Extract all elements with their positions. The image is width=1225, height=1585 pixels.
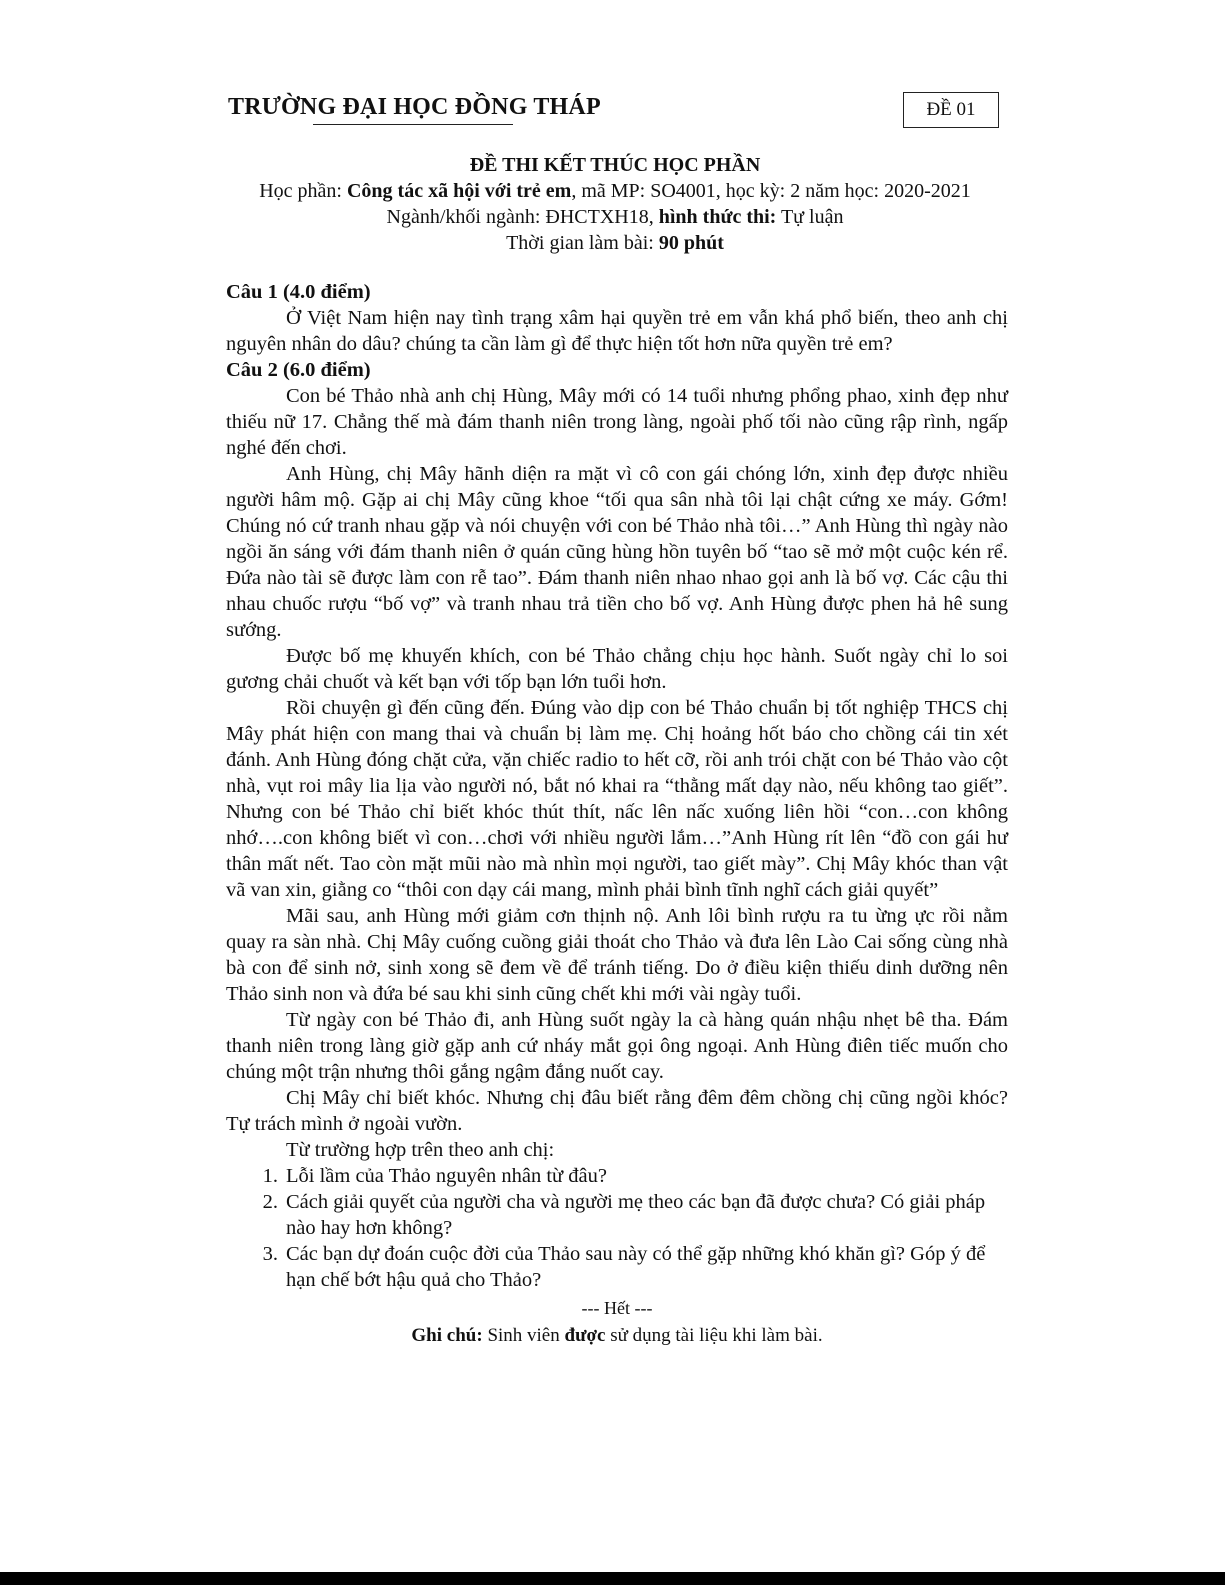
case-paragraph: Mãi sau, anh Hùng mới giảm cơn thịnh nộ. Anh lôi bình rượu ra tu ừng ực rồi nằm quay ra sàn nhà. Chị Mây cuống cuồng giải thoát cho Thảo và đưa lên Lào Cai sống cùng nhà bà con để sinh nở, sinh xong sẽ đem về để tránh tiếng. Do ở điều kiện thiếu dinh dưỡng nên Thảo sinh non và đứa bé sau khi sinh cũng chết khi mới vài ngày tuổi. xyxy=(226,905,1008,1005)
exam-form-value: Tự luận xyxy=(776,206,844,228)
end-marker: --- Hết --- xyxy=(581,1298,653,1318)
exam-title: ĐỀ THI KẾT THÚC HỌC PHẦN xyxy=(469,154,761,176)
exam-form-label: hình thức thi: xyxy=(658,206,777,228)
course-suffix: , mã MP: SO4001, học kỳ: 2 năm học: 2020-2021 xyxy=(571,180,971,202)
note-bold: được xyxy=(564,1325,606,1346)
scan-bottom-edge xyxy=(0,1572,1225,1585)
case-paragraph: Anh Hùng, chị Mây hãnh diện ra mặt vì cô con gái chóng lớn, xinh đẹp được nhiều người hâm mộ. Gặp ai chị Mây cũng khoe “tối qua sân nhà tôi lại chật cứng xe máy. Gớm! Chúng nó cứ tranh nhau gặp và nói chuyện với con bé Thảo nhà tôi…” Anh Hùng thì ngày nào ngồi ăn sáng với đám thanh niên ở quán cũng hùng hồn tuyên bố “tao sẽ mở một cuộc kén rể. Đứa nào tài sẽ được làm con rễ tao”. Đám thanh niên nhao nhao gọi anh là bố vợ. Các cậu thi nhau chuốc rượu “bố vợ” và tranh nhau trả tiền cho bố vợ. Anh Hùng được phen hả hê sung sướng. xyxy=(226,463,1008,641)
case-paragraph: Chị Mây chỉ biết khóc. Nhưng chị đâu biết rằng đêm đêm chồng chị cũng ngồi khóc? Tự trách mình ở ngoài vườn. xyxy=(226,1087,1008,1135)
course-prefix: Học phần: xyxy=(259,180,347,202)
school-underline xyxy=(313,124,513,125)
task-item xyxy=(226,1163,1008,1189)
task-text: Lỗi lầm của Thảo nguyên nhân từ đâu? xyxy=(286,1165,607,1187)
question-1-title: Câu 1 (4.0 điểm) xyxy=(226,281,371,303)
task-number: 3. xyxy=(262,1243,278,1265)
school-name: TRƯỜNG ĐẠI HỌC ĐỒNG THÁP xyxy=(228,94,601,120)
case-paragraph: Từ ngày con bé Thảo đi, anh Hùng suốt ngày la cà hàng quán nhậu nhẹt bê tha. Đám thanh niên trong làng giờ gặp anh cứ nháy mắt gọi ông ngoại. Anh Hùng điên tiếc muốn cho chúng một trận nhưng thôi gắng ngậm đắng nuốt cay. xyxy=(226,1009,1008,1083)
note-label: Ghi chú: xyxy=(411,1325,483,1346)
case-paragraph: Rồi chuyện gì đến cũng đến. Đúng vào dịp con bé Thảo chuẩn bị tốt nghiệp THCS chị Mây phát hiện con mang thai và chuẩn bị làm mẹ. Chị hoảng hốt báo cho chồng cái tin xét đánh. Anh Hùng đóng chặt cửa, vặn chiếc radio to hết cỡ, rồi anh trói chặt con bé Thảo vào cột nhà, vụt roi mây lia lịa vào người nó, bắt nó khai ra “thằng mất dạy nào, nếu không tao giết”. Nhưng con bé Thảo chỉ biết khóc thút thít, nấc lên nấc xuống liên hồi “con…con không nhớ….con không biết vì con…chơi với nhiều người lắm…”Anh Hùng rít lên “đồ con gái hư thân mất nết. Tao còn mặt mũi nào mà nhìn mọi người, tao giết mày”. Chị Mây khóc than vật vã van xin, giằng co “thôi con dạy cái mang, mình phải bình tĩnh nghĩ cách giải quyết” xyxy=(226,697,1008,901)
time-value: 90 phút xyxy=(658,232,724,254)
task-intro: Từ trường hợp trên theo anh chị: xyxy=(286,1139,555,1161)
task-item xyxy=(226,1189,1008,1241)
task-number: 1. xyxy=(262,1165,278,1187)
exam-code-box: ĐỀ 01 xyxy=(903,92,999,128)
footer-note xyxy=(226,1323,1008,1349)
case-paragraph: Con bé Thảo nhà anh chị Hùng, Mây mới có 14 tuổi nhưng phổng phao, xinh đẹp như thiếu nữ 17. Chẳng thế mà đám thanh niên trong làng, ngoài phố tối nào cũng rập rình, ngấp nghé đến chơi. xyxy=(226,385,1008,459)
note-part-1: Sinh viên xyxy=(482,1325,565,1346)
task-list xyxy=(226,1163,1008,1293)
task-number: 2. xyxy=(262,1191,278,1213)
major-prefix: Ngành/khối ngành: ĐHCTXH18, xyxy=(386,206,659,228)
course-line xyxy=(200,178,1030,204)
major-line xyxy=(200,204,1030,230)
task-text: Cách giải quyết của người cha và người mẹ theo các bạn đã được chưa? Có giải pháp nào hay hơn không? xyxy=(286,1191,986,1239)
time-prefix: Thời gian làm bài: xyxy=(506,232,659,254)
course-name: Công tác xã hội với trẻ em xyxy=(346,180,572,202)
case-paragraph: Được bố mẹ khuyến khích, con bé Thảo chẳng chịu học hành. Suốt ngày chỉ lo soi gương chải chuốt và kết bạn với tốp bạn lớn tuổi hơn. xyxy=(226,645,1008,693)
exam-header xyxy=(200,152,1030,256)
exam-body xyxy=(226,279,1008,1349)
task-text: Các bạn dự đoán cuộc đời của Thảo sau này có thể gặp những khó khăn gì? Góp ý để hạn chế bớt hậu quả cho Thảo? xyxy=(286,1243,986,1291)
task-item xyxy=(226,1241,1008,1293)
note-part-2: sử dụng tài liệu khi làm bài. xyxy=(605,1325,823,1346)
question-2-title: Câu 2 (6.0 điểm) xyxy=(226,359,371,381)
question-1-text: Ở Việt Nam hiện nay tình trạng xâm hại quyền trẻ em vẫn khá phổ biến, theo anh chị nguyên nhân do dâu? chúng ta cần làm gì để thực hiện tốt hơn nữa quyền trẻ em? xyxy=(226,307,1008,355)
time-line xyxy=(200,230,1030,256)
